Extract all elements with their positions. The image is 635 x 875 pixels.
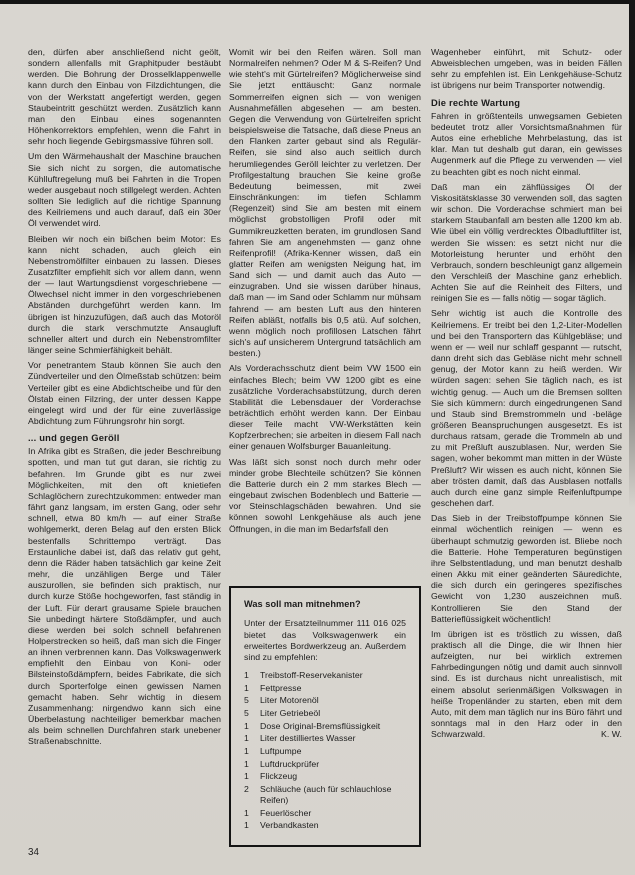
paragraph: Vor penetrantem Staub können Sie auch den Zündverteiler und den Ölmeßstab schützen: beim Verteiler gibt es eine Abdichtscheibe und für den Ölstab einen Filzring, der unter dessen Kappe eingelegt wird und der für eine zuverlässige Abdichtung zum Führungsrohr hin sorgt. xyxy=(28,360,221,426)
item-label: Luftdruckprüfer xyxy=(260,758,320,769)
item-label: Liter destilliertes Wasser xyxy=(260,733,356,744)
paragraph: Sehr wichtig ist auch die Kontrolle des Keilriemens. Er treibt bei den 1,2-Liter-Modellen und bei den Transportern das Kühlgebläse; und wenn er — weil nur schlaff gespannt — rutscht, dann dreht sich das Gebläse nicht mehr schnell genug, der Motor kann zu heiß werden. Wir würden sagen: sehen Sie täglich nach, es ist wichtig genug. — Auch um die Bremsen sollten Sie sich kümmern: durch eingedrungenen Sand und Staub sind Bremstrommeln und -beläge größeren Beanspruchungen ausgesetzt. Es ist durchaus ratsam, gerade die Trommeln ab und zu mit Preßluft auszublasen. Nur, werden Sie sagen, woher bekommt man mitten in der Wüste Preßluft? Wir wissen es auch nicht, können Sie aber trösten damit, daß das Ausblasen notfalls auch durch eine ganz simple Reifenluftpumpe geschehen darf. xyxy=(431,308,622,509)
item-label: Dose Original-Bremsflüssigkeit xyxy=(260,720,381,731)
item-label: Feuerlöscher xyxy=(260,807,312,818)
checklist-item xyxy=(244,746,406,757)
item-label: Liter Motorenöl xyxy=(260,695,319,706)
paragraph: Was läßt sich sonst noch durch mehr oder minder grobe Blechteile schützen? Sie können die Batterie durch ein 2 mm starkes Blech — eingebaut zwischen Bodenblech und Batterie — vor Steinschlagschäden bewahren. Und sie können sowohl Lenkgehäuse als auch jene Öffnungen, in die man im Bedarfsfall den xyxy=(229,456,421,534)
item-qty: 5 xyxy=(244,707,249,718)
item-qty: 1 xyxy=(244,807,249,818)
item-qty: 1 xyxy=(244,758,249,769)
paragraph: Bleiben wir noch ein bißchen beim Motor: Es kann nicht schaden, auch gleich ein Nebenstromölfilter einbauen zu lassen. Dieses Zusatzfilter empfiehlt sich vor allem dann, wenn der — laut Wartungsdienst vorgeschriebene — Ölwechsel nicht immer in den vorgeschriebenen Abständen durchgeführt werden kann. Im übrigen ist hinzuzufügen, daß auch das Motoröl durch die stark verschmutzte Ansaugluft schneller altert und durch ein Nebenstromfilter länger seine Schmierfähigkeit behält. xyxy=(28,233,221,356)
checklist-item xyxy=(244,784,406,806)
item-qty: 1 xyxy=(244,669,249,680)
checklist xyxy=(244,670,406,832)
paragraph: Um den Wärmehaushalt der Maschine brauchen Sie sich nicht zu sorgen, die automatische Kühlluftregelung muß bei Fahrten in die Tropen weder ausgebaut noch stillgelegt werden. Achten sollten Sie lediglich auf die richtige Spannung des Keilriemens und auch darauf, daß ein 30er Öl verwendet wird. xyxy=(28,151,221,229)
paragraph: Wagenheber einführt, mit Schutz- oder Abweisblechen umgeben, was in beiden Fällen sehr zu empfehlen ist. Ein Lenkgehäuse-Schutz ist übrigens nur beim Transporter notwendig. xyxy=(431,47,622,91)
item-qty: 1 xyxy=(244,682,249,693)
item-qty: 1 xyxy=(244,720,249,731)
item-qty: 1 xyxy=(244,745,249,756)
paragraph: Fahren in größtenteils unwegsamen Gebieten bedeutet trotz aller Vorsichtsmaßnahmen für Autos eine erhebliche Mehrbelastung, das ist klar. Man tut deshalb gut daran, ein gewisses Augenmerk auf die Pflege zu verwenden — viel zu beachten gibt es noch nicht einmal. xyxy=(431,110,622,177)
page-number: 34 xyxy=(28,847,39,858)
author-initials: K. W. xyxy=(600,729,622,740)
item-label: Schläuche (auch für schlauchlose Reifen) xyxy=(260,783,392,806)
checklist-box-title: Was soll man mitnehmen? xyxy=(244,599,361,610)
checklist-item xyxy=(244,683,406,694)
checklist-box xyxy=(229,586,421,847)
checklist-item xyxy=(244,733,406,744)
checklist-item xyxy=(244,820,406,831)
item-label: Treibstoff-Reservekanister xyxy=(260,669,363,680)
scan-edge-top xyxy=(0,0,635,4)
item-label: Luftpumpe xyxy=(260,745,302,756)
paragraph: den, dürfen aber anschließend nicht geölt, sondern allenfalls mit Graphitpuder bestäubt werden. Die Bohrung der Drosselklappenwelle kann durch den Einbau von Filzdichtungen, die von der Werkstatt angefertigt werden, gegen Staubeintritt geschützt werden. Zusätzlich kann man den Einbau eines sogenannten Höhenkorrektors empfehlen, wenn die Fahrt in sehr hoch liegende Gebirgsmassive führen soll. xyxy=(28,47,221,147)
text-column-2 xyxy=(229,47,421,847)
item-label: Fettpresse xyxy=(260,682,302,693)
paragraph xyxy=(431,629,622,741)
checklist-item xyxy=(244,759,406,770)
scan-edge-right xyxy=(629,0,635,875)
checklist-box-intro: Unter der Ersatzteilnummer 111 016 025 bietet das Volkswagenwerk ein erweitertes Bordwerkzeug an. Außerdem sind zu empfehlen: xyxy=(244,618,406,662)
item-qty: 2 xyxy=(244,783,249,794)
item-qty: 1 xyxy=(244,733,249,744)
paragraph: Womit wir bei den Reifen wären. Soll man Normalreifen nehmen? Oder M & S-Reifen? Und wie steht's mit Gürtelreifen? Möglicherweise sind Sie jetzt enttäuscht: Ganz normale Sommerreifen eignen sich — von wenigen Ausnahmefällen abgesehen — am besten. Gegen die Verwendung von Gürtelreifen spricht beispielsweise die Tatsache, daß diese Pneus an den Flanken zarter gebaut sind als Regulär-Reifen, sie sind also auch seitlich durch herumliegendes Geröll leichter zu verletzen. Der Profilgestaltung brauchen Sie keine große Bedeutung beimessen, mit zwei Einschränkungen: im tiefen Schlamm (Regenzeit) sind Sie am besten mit einem möglichst grobstolligen Profil oder mit Gummikreuzketten beraten, im grundlosen Sand fahren Sie am angenehmsten — ganz ohne Reifenprofil! (Afrika-Kenner wissen, daß ein glatter Reifen am wenigsten Neigung hat, im Sand sich — und damit auch das Auto — einzugraben. Und sie wissen darüber hinaus, daß man — im Sand oder Schlamm nur mühsam fahrend — am besten Luft aus den hinteren Reifen abläßt, notfalls bis 0,5 atü. Auf solchen, wenn möglich noch profillosen Latschen fährt sich's auf unsicherem Untergrund tatsächlich am besten.) xyxy=(229,47,421,359)
item-label: Liter Getriebeöl xyxy=(260,707,321,718)
paragraph-text: Im übrigen ist es tröstlich zu wissen, daß praktisch all die Dinge, die wir Ihnen hier aufzeigten, nur bei wirklich extremen Fahrbedingungen nötig und damit auch sinnvoll sind. Es ist durchaus nicht unrealistisch, mit einem absolut serienmäßigen Volkswagen in heiße Tropenländer zu starten, eben mit dem Auto, mit dem man täglich nur ins Büro fährt und sonntags mal in den Harz oder in den Schwarzwald. xyxy=(431,628,622,740)
paragraph: Als Vorderachsschutz dient beim VW 1500 ein einfaches Blech; beim VW 1200 gibt es eine zusätzliche Vorderachsabstützung, durch deren Stabilität die Lebensdauer der Vorderachse beträchtlich erhöht werden kann. Der Einbau dieser Teile macht VW-Werkstätten kein Kopfzerbrechen; sie arbeiten in diesem Fall nach einer genauen Wolfsburger Bauanleitung. xyxy=(229,363,421,452)
item-qty: 5 xyxy=(244,695,249,706)
checklist-item xyxy=(244,708,406,719)
text-column-1 xyxy=(28,47,221,848)
item-label: Flickzeug xyxy=(260,771,298,782)
checklist-item xyxy=(244,695,406,706)
paragraph: Das Sieb in der Treibstoffpumpe können Sie einmal wöchentlich reinigen — wenn es überhaupt schmutzig geworden ist. Bliebe noch die Batterie. Hohe Temperaturen begünstigen ihre Selbstentladung, und man benutzt deshalb einen Akku mit einer geänderten Säuredichte, die sich durch ein geringeres spezifisches Gewicht von 1,230 auszeichnen muß. Kontrollieren Sie den Stand der Batterieflüssigkeit wöchentlich! xyxy=(431,513,622,624)
section-heading-gegen-geroell: ... und gegen Geröll xyxy=(28,432,120,444)
text-column-3 xyxy=(431,47,622,744)
checklist-item xyxy=(244,771,406,782)
section-heading-die-rechte-wartung: Die rechte Wartung xyxy=(431,96,521,108)
checklist-item xyxy=(244,721,406,732)
item-label: Verbandkasten xyxy=(260,820,319,831)
item-qty: 1 xyxy=(244,771,249,782)
item-qty: 1 xyxy=(244,820,249,831)
checklist-item xyxy=(244,670,406,681)
checklist-item xyxy=(244,808,406,819)
paragraph: In Afrika gibt es Straßen, die jeder Beschreibung spotten, und man tut gut daran, sie richtig zu befahren. Im Grunde gibt es nur zwei Möglichkeiten, mit den oft knietiefen Schlaglöchern zurechtzukommen: entweder man fährt ganz langsam, im ersten Gang, oder sehr schnell, etwa 80 km/h — auf einer Straße wohlgemerkt, deren Belag auf den ersten Blick bestenfalls Schrittempo verträgt. Das Erstaunliche dabei ist, daß das relativ gut geht, denn die Räder haben tatsächlich gar keine Zeit mehr, die unzähligen Berge und Täler auszurollen, sie befinden sich praktisch, nur durch kurze Stöße hochgeworfen, fast ständig in der Luft. Für derart grausame Spiele brauchen Sie unbedingt härtere Stoßdämpfer, und auch diese werden bei solch schnell befahrenen Holperstrecken so heiß, daß man sich die Finger an ihnen verbrennen kann. Das Volkswagenwerk empfiehlt den Einbau von Koni- oder Bilsteinstoßdämpfern, beides Fabrikate, die sich durch Sporterfolge einen gewissen Namen gemacht haben. Sehr wichtig in diesem Zusammenhang: nirgendwo kann sich eine Überbelastung nachteiliger bemerkbar machen als beim schnellen Durchfahren stark unebener Straßenabschnitte. xyxy=(28,446,221,747)
paragraph: Daß man ein zähflüssiges Öl der Viskositätsklasse 30 verwenden soll, das sagten wir schon. Die Vorderachse schmiert man bei starkem Staubanfall am besten alle 1200 km ab. Wie übel ein völlig verdrecktes Ölbadluftfilter ist, werden Sie wissen: es setzt nicht nur die Motorleistung herunter und erhöht den Verbrauch, sondern beschleunigt ganz allgemein den Verschleiß der Maschine ganz erheblich. Achten Sie auf die Reinheit des Filters, und reinigen Sie es — falls nötig — sogar täglich. xyxy=(431,181,622,304)
